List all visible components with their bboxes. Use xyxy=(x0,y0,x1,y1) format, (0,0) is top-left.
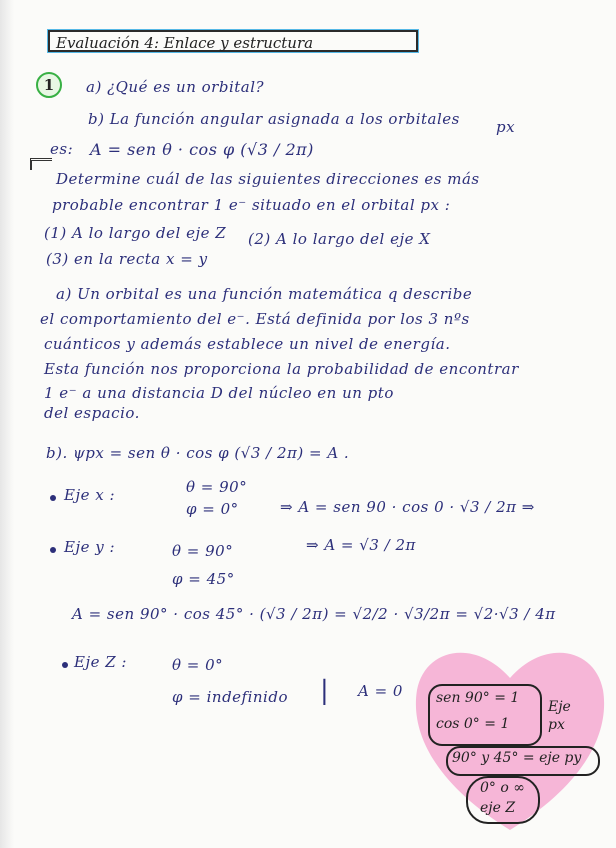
eje-y-result: ⇒ A = √3 / 2π xyxy=(306,536,416,554)
answer-a-line: a) Un orbital es una función matemática q describe xyxy=(56,285,473,303)
answer-a-line: 1 e⁻ a una distancia D del núcleo en un pto xyxy=(44,384,394,402)
eje-y-label: Eje y : xyxy=(64,538,116,556)
eje-z-phi: φ = indefinido xyxy=(172,688,288,706)
bullet-dot xyxy=(50,547,56,553)
question-a: a) ¿Qué es un orbital? xyxy=(86,78,265,96)
answer-a-line: cuánticos y además establece un nivel de energía. xyxy=(44,335,451,353)
eje-x-phi: φ = 0° xyxy=(186,500,239,518)
instruction-line2: probable encontrar 1 e⁻ situado en el orbital px : xyxy=(52,196,451,214)
question-b-formula: A = sen θ · cos φ (√3 / 2π) xyxy=(90,140,314,159)
answer-a-line: Esta función nos proporciona la probabilidad de encontrar xyxy=(44,360,519,378)
answer-a-line: del espacio. xyxy=(44,404,140,422)
note-line4: 0° o ∞ xyxy=(480,780,525,796)
answer-a-line: el comportamiento del e⁻. Está definida por los 3 nºs xyxy=(40,310,470,328)
option-2: (2) A lo largo del eje X xyxy=(248,230,431,248)
bullet-dot xyxy=(50,495,56,501)
note-line3: 90° y 45° = eje py xyxy=(452,750,582,766)
option-3: (3) en la recta x = y xyxy=(46,250,208,268)
note-brace-label: Eje px xyxy=(548,699,571,733)
xy-calculation: A = sen 90° · cos 45° · (√3 / 2π) = √2/2 · √3/2π = √2·√3 / 4π xyxy=(72,605,556,623)
eje-y-theta: θ = 90° xyxy=(172,542,234,560)
note-line1: sen 90° = 1 xyxy=(436,690,520,706)
eje-x-theta: θ = 90° xyxy=(186,478,248,496)
page-title: Evaluación 4: Enlace y estructura xyxy=(48,30,418,52)
question-b-px: px xyxy=(496,118,516,136)
answer-b-header: b). ψpx = sen θ · cos φ (√3 / 2π) = A . xyxy=(46,444,350,462)
question-number-badge: 1 xyxy=(36,72,62,98)
bullet-dot xyxy=(62,662,68,668)
eje-x-result: ⇒ A = sen 90 · cos 0 · √3 / 2π ⇒ xyxy=(280,498,535,516)
eje-z-result: A = 0 xyxy=(358,682,403,700)
question-b-prefix: es: xyxy=(50,140,74,158)
note-line2: cos 0° = 1 xyxy=(436,716,510,732)
question-b-line1: b) La función angular asignada a los orbitales xyxy=(88,110,460,128)
page-shadow-edge xyxy=(0,0,14,848)
note-line5: eje Z xyxy=(480,800,516,816)
eje-z-label: Eje Z : xyxy=(74,653,127,671)
eje-x-label: Eje x : xyxy=(64,486,116,504)
double-tick-mark xyxy=(30,158,52,170)
brace-mark: | xyxy=(320,676,330,706)
instruction-line1: Determine cuál de las siguientes direcciones es más xyxy=(56,170,480,188)
eje-y-phi: φ = 45° xyxy=(172,570,235,588)
eje-z-theta: θ = 0° xyxy=(172,656,224,674)
option-1: (1) A lo largo del eje Z xyxy=(44,224,227,242)
